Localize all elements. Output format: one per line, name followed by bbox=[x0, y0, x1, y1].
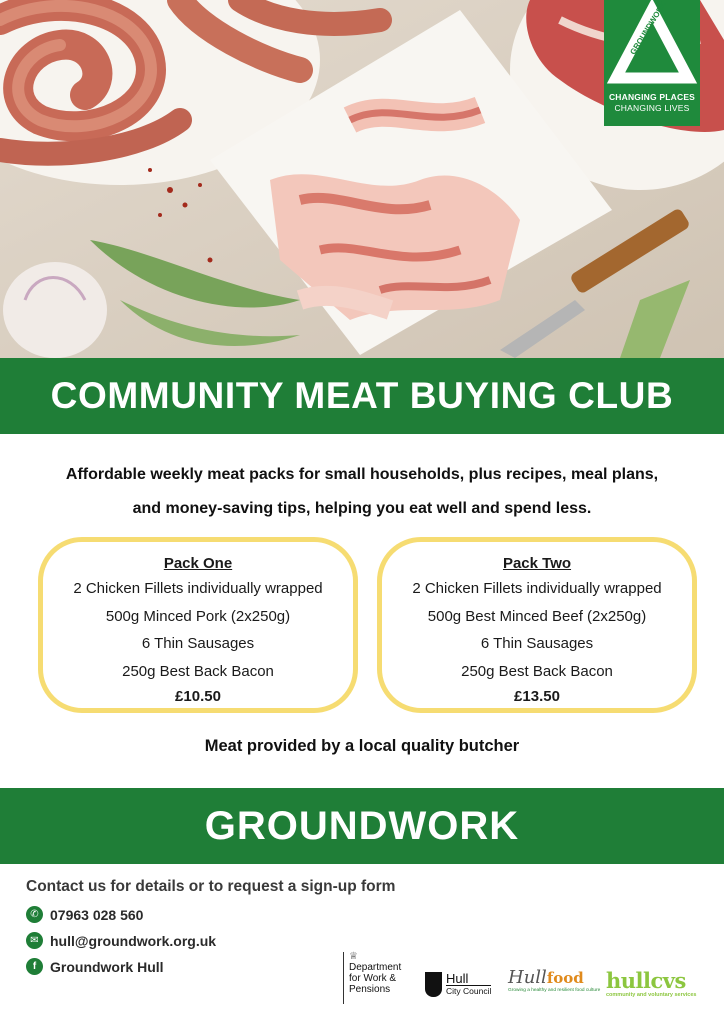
shield-icon bbox=[425, 972, 442, 997]
svg-text:GROUNDWORK: GROUNDWORK bbox=[628, 0, 669, 57]
hullfood-name: Hull bbox=[508, 967, 547, 988]
pack-title: Pack One bbox=[163, 555, 233, 572]
hullfood-food: food bbox=[546, 969, 584, 987]
pack-one-card bbox=[38, 537, 358, 713]
hull-city-council-logo bbox=[425, 972, 491, 997]
phone-number[interactable]: 07963 028 560 bbox=[50, 906, 144, 923]
crest-icon: ♕ bbox=[349, 951, 358, 962]
hullfood-sub: Growing a healthy and resilient food culture bbox=[508, 988, 601, 993]
hullcvs-sub: community and voluntary services bbox=[606, 992, 697, 998]
hullcvs-logo bbox=[606, 970, 702, 998]
contact-email[interactable] bbox=[26, 932, 216, 949]
pack-price: £13.50 bbox=[514, 688, 560, 705]
facebook-icon: f bbox=[26, 958, 43, 975]
pack-item: 6 Thin Sausages bbox=[141, 635, 255, 652]
pack-title: Pack Two bbox=[502, 555, 572, 572]
hullcvs-name: hullcvs bbox=[606, 968, 686, 993]
brand-name: GROUNDWORK bbox=[204, 803, 520, 848]
pack-item: 6 Thin Sausages bbox=[480, 635, 594, 652]
brand-band bbox=[0, 788, 724, 864]
page-title: COMMUNITY MEAT BUYING CLUB bbox=[50, 375, 674, 416]
facebook-page[interactable]: Groundwork Hull bbox=[50, 958, 164, 975]
intro-line-2: and money-saving tips, helping you eat well and spend less. bbox=[132, 500, 592, 517]
dwp-line: Department bbox=[349, 962, 402, 973]
pack-item: 500g Best Minced Beef (2x250g) bbox=[427, 607, 647, 625]
pack-item: 500g Minced Pork (2x250g) bbox=[105, 607, 291, 625]
pack-item: 250g Best Back Bacon bbox=[122, 662, 274, 680]
logo-tagline-line1: CHANGING PLACES bbox=[608, 92, 696, 102]
title-band bbox=[0, 358, 724, 434]
groundwork-logo bbox=[604, 0, 700, 126]
contact-facebook[interactable] bbox=[26, 958, 164, 975]
contact-heading: Contact us for details or to request a sign-up form bbox=[26, 878, 396, 895]
pack-item: 2 Chicken Fillets individually wrapped bbox=[73, 580, 323, 597]
intro-line-1: Affordable weekly meat packs for small households, plus recipes, meal plans, bbox=[65, 466, 659, 483]
email-address[interactable]: hull@groundwork.org.uk bbox=[50, 932, 217, 949]
hull-food-partnership-logo bbox=[508, 967, 601, 993]
logo-tagline-line2: CHANGING LIVES bbox=[614, 103, 690, 113]
pack-item: 2 Chicken Fillets individually wrapped bbox=[412, 580, 662, 597]
hero-photo bbox=[0, 0, 724, 358]
hcc-sub: City Council bbox=[446, 986, 492, 996]
mail-icon: ✉ bbox=[26, 932, 43, 949]
hcc-name: Hull bbox=[446, 971, 469, 986]
pack-price: £10.50 bbox=[175, 688, 221, 705]
pack-item: 250g Best Back Bacon bbox=[461, 662, 613, 680]
intro-text bbox=[30, 458, 694, 526]
phone-icon: ✆ bbox=[26, 906, 43, 923]
dwp-line: Pensions bbox=[349, 984, 391, 995]
supplier-note: Meat provided by a local quality butcher bbox=[204, 737, 520, 755]
groundwork-triangle-icon bbox=[604, 0, 700, 90]
dwp-line: for Work & bbox=[349, 973, 397, 984]
pack-two-card bbox=[377, 537, 697, 713]
contact-phone[interactable] bbox=[26, 906, 143, 923]
dwp-logo bbox=[343, 952, 401, 1004]
